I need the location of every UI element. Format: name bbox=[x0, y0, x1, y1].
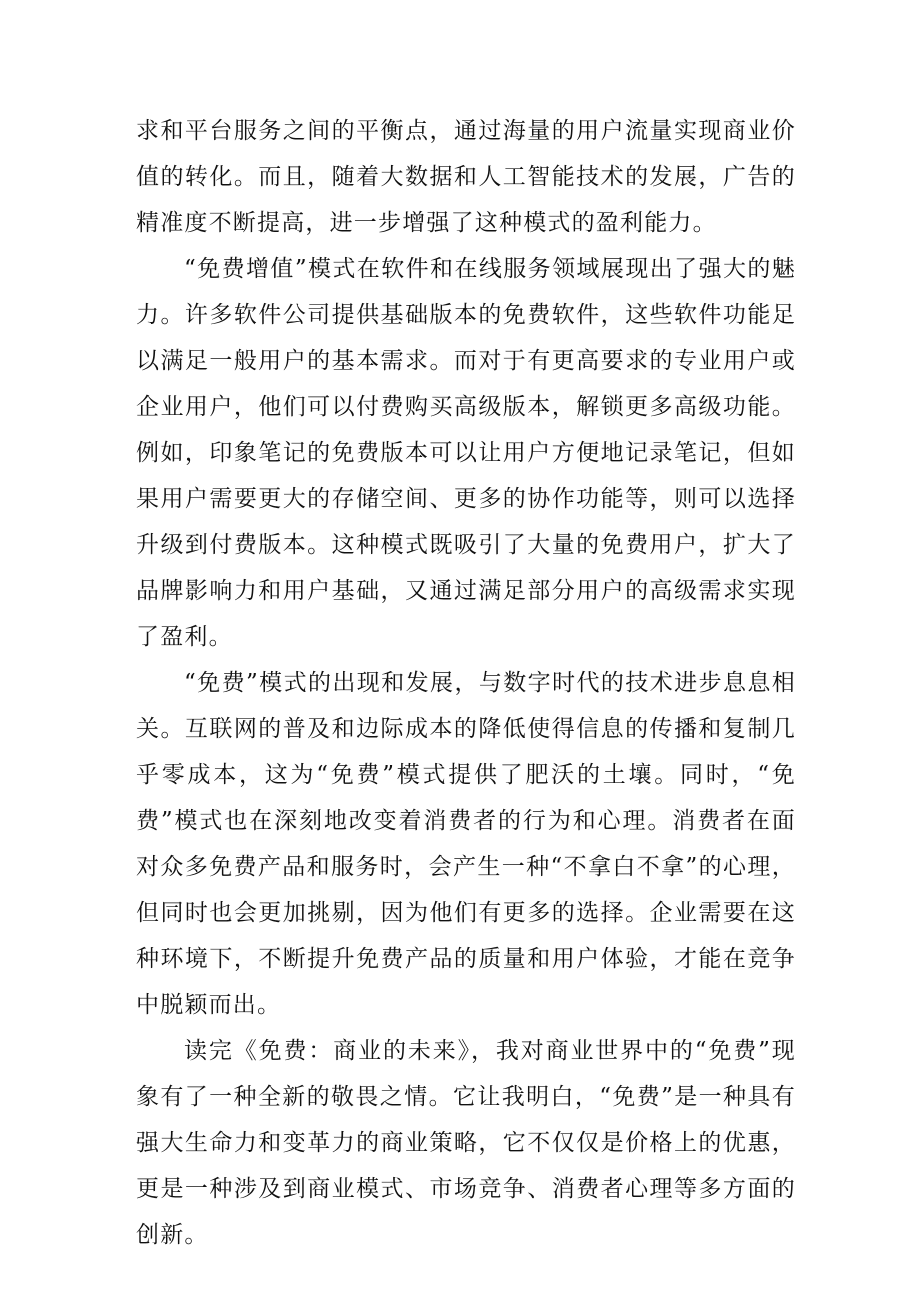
document-body bbox=[136, 108, 796, 1258]
paragraph-digital-era: “免费”模式的出现和发展，与数字时代的技术进步息息相关。互联网的普及和边际成本的降低使得信息的传播和复制几乎零成本，这为“免费”模式提供了肥沃的土壤。同时，“免费”模式也在深刻地改变着消费者的行为和心理。消费者在面对众多免费产品和服务时，会产生一种“不拿白不拿”的心理，但同时也会更加挑剔，因为他们有更多的选择。企业需要在这种环境下，不断提升免费产品的质量和用户体验，才能在竞争中脱颖而出。 bbox=[136, 670, 796, 1018]
paragraph-continuation: 求和平台服务之间的平衡点，通过海量的用户流量实现商业价值的转化。而且，随着大数据和人工智能技术的发展，广告的精准度不断提高，进一步增强了这种模式的盈利能力。 bbox=[136, 118, 796, 236]
paragraph-conclusion: 读完《免费：商业的未来》，我对商业世界中的“免费”现象有了一种全新的敬畏之情。它让我明白，“免费”是一种具有强大生命力和变革力的商业策略，它不仅仅是价格上的优惠，更是一种涉及到商业模式、市场竞争、消费者心理等多方面的创新。 bbox=[136, 1038, 796, 1248]
paragraph-freemium: “免费增值”模式在软件和在线服务领域展现出了强大的魅力。许多软件公司提供基础版本的免费软件，这些软件功能足以满足一般用户的基本需求。而对于有更高要求的专业用户或企业用户，他们可以付费购买高级版本，解锁更多高级功能。例如，印象笔记的免费版本可以让用户方便地记录笔记，但如果用户需要更大的存储空间、更多的协作功能等，则可以选择升级到付费版本。这种模式既吸引了大量的免费用户，扩大了品牌影响力和用户基础，又通过满足部分用户的高级需求实现了盈利。 bbox=[136, 256, 796, 650]
